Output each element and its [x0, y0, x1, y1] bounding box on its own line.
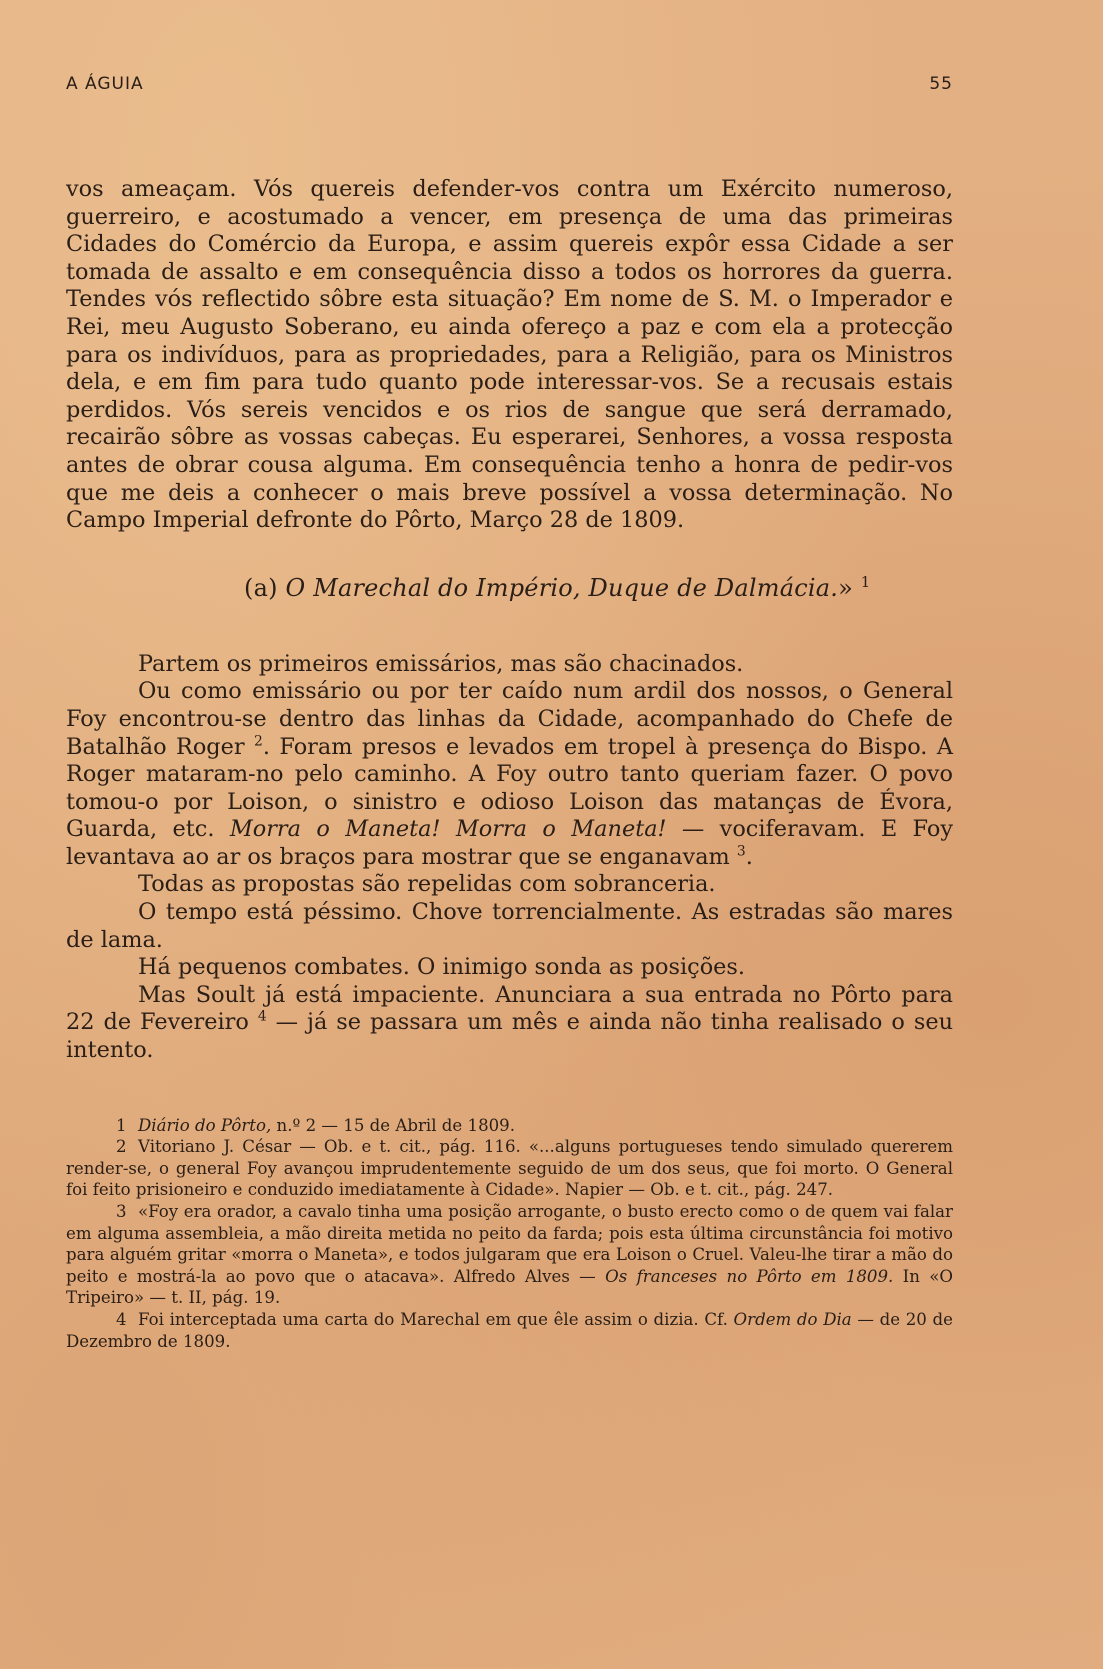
footnote-ref-4: 4: [257, 1008, 267, 1025]
footnote-2-text: Vitoriano J. César — Ob. e t. cit., pág. 116. «...alguns portugueses tendo simulado quererem render-se, o general Foy avançou imprudentemente seguido de um dos seus, que foi morto. O General foi feito prisioneiro e conduzido imediatamente à Cidade». Napier — Ob. e t. cit., pág. 247.: [66, 1137, 953, 1200]
letter-signature: [66, 573, 953, 603]
footnote-3-italic: Os franceses no Pôrto em 1809.: [605, 1266, 894, 1286]
page: [66, 74, 953, 1352]
footnote-ref-2: 2: [254, 733, 263, 750]
footnote-4: [66, 1309, 953, 1352]
p6-text-a: Mas Soult já está impaciente. Anunciara a sua entrada no Pôrto para 22 de Fevereiro: [66, 981, 953, 1036]
footnote-1: [66, 1115, 953, 1137]
p2-text-b: . Foram presos e levados em tropel à presença do Bispo. A Roger mataram-no pelo caminho. A Foy outro tanto queriam fazer. O povo tomou-o por Loison, o sinistro e odioso Loison das matanças de Évora, Guarda, etc.: [66, 733, 954, 843]
footnote-ref-3: 3: [736, 843, 746, 860]
p2-italic-cry: Morra o Maneta! Morra o Maneta!: [229, 816, 667, 843]
p2-end: .: [745, 843, 753, 870]
footnote-3-number: 3: [116, 1202, 127, 1221]
paragraph-4: O tempo está péssimo. Chove torrencialmente. As estradas são mares de lama.: [66, 899, 953, 953]
running-header: [66, 74, 953, 106]
signature-prefix: (a): [244, 573, 278, 602]
footnote-ref-1: 1: [860, 572, 871, 591]
footnote-2-number: 2: [116, 1137, 127, 1157]
signature-text: O Marechal do Império, Duque de Dalmácia.: [285, 573, 839, 602]
footnote-3-end: In «O Tripeiro» — t. II, pág. 19.: [66, 1266, 953, 1308]
letter-paragraph: vos ameaçam. Vós quereis defender-vos contra um Exército numeroso, guerreiro, e acostumado a vencer, em presença de uma das primeiras Cidades do Comércio da Europa, e assim quereis expôr essa Cidade a ser tomada de assalto e em consequência disso a todos os horrores da guerra. Tendes vós reflectido sôbre esta situação? Em nome de S. M. o Imperador e Rei, meu Augusto Soberano, eu ainda ofereço a paz e com ela a protecção para os indivíduos, para as propriedades, para a Religião, para os Ministros dela, e em fim para tudo quanto pode interessar-vos. Se a recusais estais perdidos. Vós sereis vencidos e os rios de sangue que será derramado, recairão sôbre as vossas cabeças. Eu esperarei, Senhores, a vossa resposta antes de obrar cousa alguma. Em consequência tenho a honra de pedir-vos que me deis a conhecer o mais breve possível a vossa determinação. No Campo Imperial defronte do Pôrto, Março 28 de 1809.: [66, 176, 953, 534]
narrative-text: [66, 651, 953, 1065]
footnote-2: [66, 1136, 953, 1201]
paragraph-6: [66, 982, 953, 1065]
signature-close-quote: »: [838, 573, 853, 602]
footnote-1-number: 1: [116, 1115, 127, 1135]
paragraph-3: Todas as propostas são repelidas com sobranceria.: [138, 871, 716, 898]
footnote-4-end: — de 20 de Dezembro de 1809.: [66, 1309, 953, 1351]
journal-title: A ÁGUIA: [66, 74, 144, 94]
footnote-3-text: «Foy era orador, a cavalo tinha uma posição arrogante, o busto erecto como o de quem vai falar em alguma assembleia, a mão direita metida no peito da farda; pois esta última circunstância foi motivo para alguém gritar «morra o Maneta», e todos julgaram que era Loison o Cruel. Valeu-lhe tirar a mão do peito e mostrá-la ao povo que o atacava». Alfredo Alves —: [66, 1202, 953, 1286]
paragraph-5: Há pequenos combates. O inimigo sonda as posições.: [138, 954, 746, 981]
footnote-4-text: Foi interceptada uma carta do Marechal em que êle assim o dizia. Cf.: [138, 1309, 728, 1329]
footnote-1-text: n.º 2 — 15 de Abril de 1809.: [271, 1115, 516, 1135]
page-number: 55: [929, 74, 953, 94]
footnote-3: [66, 1201, 953, 1309]
p2-text-c: — vociferavam. E Foy levantava ao ar os braços para mostrar que se enganavam: [66, 816, 953, 870]
p2-text-a: Ou como emissário ou por ter caído num ardil dos nossos, o General Foy encontrou-se dentro das linhas da Cidade, acompanhado do Chefe de Batalhão Roger: [66, 678, 953, 760]
footnotes: [66, 1115, 953, 1353]
main-text: [66, 176, 953, 535]
footnote-4-number: 4: [116, 1309, 127, 1329]
p6-text-b: — já se passara um mês e ainda não tinha realisado o seu intento.: [66, 1009, 953, 1064]
footnote-4-italic: Ordem do Dia: [733, 1309, 852, 1329]
footnote-1-italic: Diário do Pôrto,: [138, 1115, 272, 1135]
paragraph-2: [66, 678, 953, 871]
paragraph-1: Partem os primeiros emissários, mas são chacinados.: [138, 650, 744, 677]
